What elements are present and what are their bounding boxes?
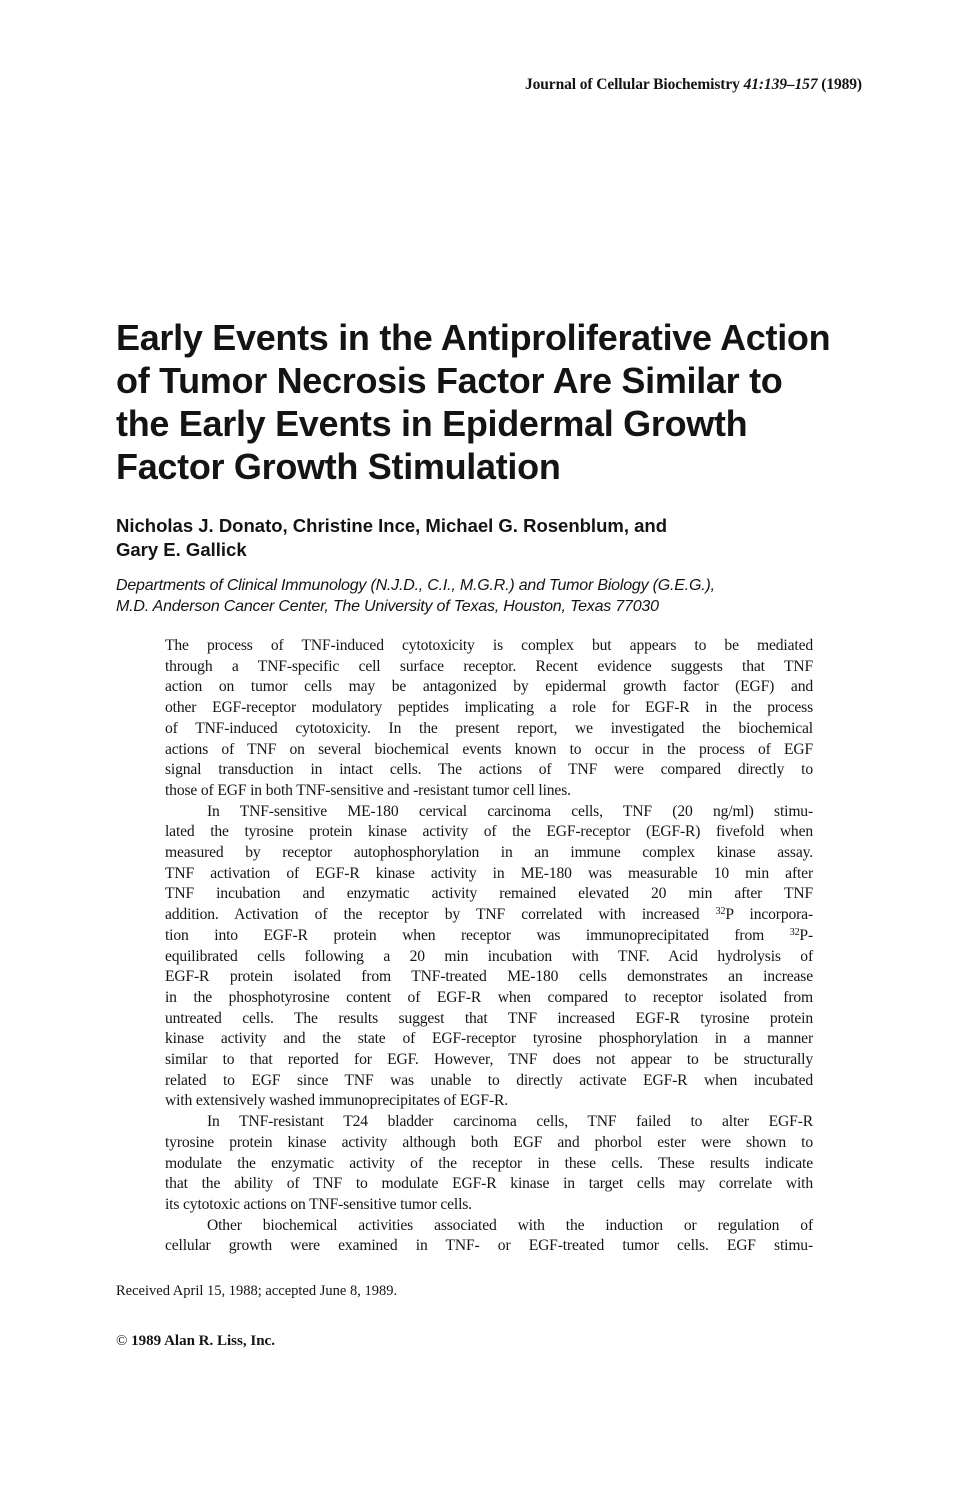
abstract-line: In TNF-sensitive ME-180 cervical carcinoma cells, TNF (20 ng/ml) stimu- <box>207 802 813 820</box>
abstract-line: In TNF-resistant T24 bladder carcinoma cells, TNF failed to alter EGF-R <box>207 1113 813 1131</box>
abstract-line: untreated cells. The results suggest that TNF increased EGF-R tyrosine protein <box>165 1009 813 1027</box>
copyright-icon: © <box>116 1333 128 1349</box>
abstract-line: EGF-R protein isolated from TNF-treated ME-180 cells demonstrates an increase <box>165 968 813 986</box>
journal-name: Journal of Cellular Biochemistry <box>524 76 740 93</box>
abstract-line: kinase activity and the state of EGF-receptor tyrosine phosphorylation in a manner <box>165 1030 813 1048</box>
copyright-text: 1989 Alan R. Liss, Inc. <box>131 1333 275 1349</box>
abstract-line: The process of TNF-induced cytotoxicity is complex but appears to be mediated <box>165 637 813 654</box>
abstract-line: similar to that reported for EGF. However, TNF does not appear to be structurally <box>165 1051 813 1069</box>
received-dates: Received April 15, 1988; accepted June 8, 1989. <box>116 1283 398 1299</box>
abstract-line: its cytotoxic actions on TNF-sensitive tumor cells. <box>165 1195 472 1213</box>
abstract-paragraph-1 <box>165 636 813 802</box>
isotope-superscript: 32 <box>789 926 800 938</box>
affiliation <box>116 575 876 617</box>
abstract-line: in the phosphotyrosine content of EGF-R when compared to receptor isolated from <box>165 988 813 1006</box>
line-text: tion into EGF-R protein when receptor was immunoprecipitated from <box>165 926 790 944</box>
title-line: the Early Events in Epidermal Growth <box>116 403 748 444</box>
abstract-paragraph-3 <box>165 1112 813 1216</box>
title-line: Factor Growth Stimulation <box>116 446 561 487</box>
affiliation-line: M.D. Anderson Cancer Center, The University of Texas, Houston, Texas 77030 <box>116 598 659 615</box>
abstract-line: equilibrated cells following a 20 min incubation with TNF. Acid hydrolysis of <box>165 947 813 965</box>
abstract-line: related to EGF since TNF was unable to directly activate EGF-R when incubated <box>165 1071 813 1089</box>
abstract-line: TNF activation of EGF-R kinase activity in ME-180 was measurable 10 min after <box>165 864 813 882</box>
abstract-line: cellular growth were examined in TNF- or EGF-treated tumor cells. EGF stimu- <box>165 1237 813 1255</box>
abstract-line: tyrosine protein kinase activity although both EGF and phorbol ester were shown to <box>165 1133 813 1151</box>
isotope-superscript: 32 <box>715 906 726 918</box>
abstract-line: those of EGF in both TNF-sensitive and -resistant tumor cell lines. <box>165 781 571 799</box>
abstract-line: lated the tyrosine protein kinase activity of the EGF-receptor (EGF-R) fivefold when <box>165 823 813 841</box>
abstract-line: Other biochemical activities associated with the induction or regulation of <box>207 1216 813 1234</box>
copyright-notice <box>116 1333 275 1350</box>
author-list <box>116 514 856 562</box>
line-text: P incorpora- <box>725 906 813 924</box>
line-text: P- <box>799 926 813 944</box>
abstract <box>165 636 813 1257</box>
abstract-line: action on tumor cells may be antagonized by epidermal growth factor (EGF) and <box>165 678 813 696</box>
author-line: Nicholas J. Donato, Christine Ince, Michael G. Rosenblum, and <box>116 515 667 536</box>
abstract-line: measured by receptor autophosphorylation in an immune complex kinase assay. <box>165 844 813 862</box>
title-line: Early Events in the Antiproliferative Action <box>116 317 831 358</box>
abstract-line: modulate the enzymatic activity of the receptor in these cells. These results indicate <box>165 1154 813 1172</box>
abstract-paragraph-4 <box>165 1216 813 1257</box>
abstract-line-with-superscript <box>165 905 813 926</box>
abstract-line: with extensively washed immunoprecipitates of EGF-R. <box>165 1092 508 1110</box>
abstract-line: through a TNF-specific cell surface receptor. Recent evidence suggests that TNF <box>165 657 813 675</box>
abstract-line: TNF incubation and enzymatic activity remained elevated 20 min after TNF <box>165 885 813 903</box>
affiliation-line: Departments of Clinical Immunology (N.J.D., C.I., M.G.R.) and Tumor Biology (G.E.G.), <box>116 577 715 594</box>
abstract-line: that the ability of TNF to modulate EGF-R kinase in target cells may correlate with <box>165 1175 813 1193</box>
running-header <box>525 76 862 94</box>
title-line: of Tumor Necrosis Factor Are Similar to <box>116 360 783 401</box>
article-title <box>116 316 876 488</box>
abstract-line: actions of TNF on several biochemical events known to occur in the process of EGF <box>165 740 813 758</box>
line-text: addition. Activation of the receptor by TNF correlated with increased <box>165 906 716 924</box>
abstract-line: other EGF-receptor modulatory peptides implicating a role for EGF-R in the process <box>165 699 813 717</box>
abstract-line: signal transduction in intact cells. The actions of TNF were compared directly to <box>165 761 813 779</box>
author-line: Gary E. Gallick <box>116 539 247 560</box>
journal-year: (1989) <box>821 76 862 93</box>
abstract-line-with-superscript <box>165 926 813 947</box>
abstract-line: of TNF-induced cytotoxicity. In the present report, we investigated the biochemical <box>165 719 813 737</box>
journal-volume-pages: 41:139–157 <box>743 76 818 93</box>
abstract-paragraph-2 <box>165 802 813 1113</box>
